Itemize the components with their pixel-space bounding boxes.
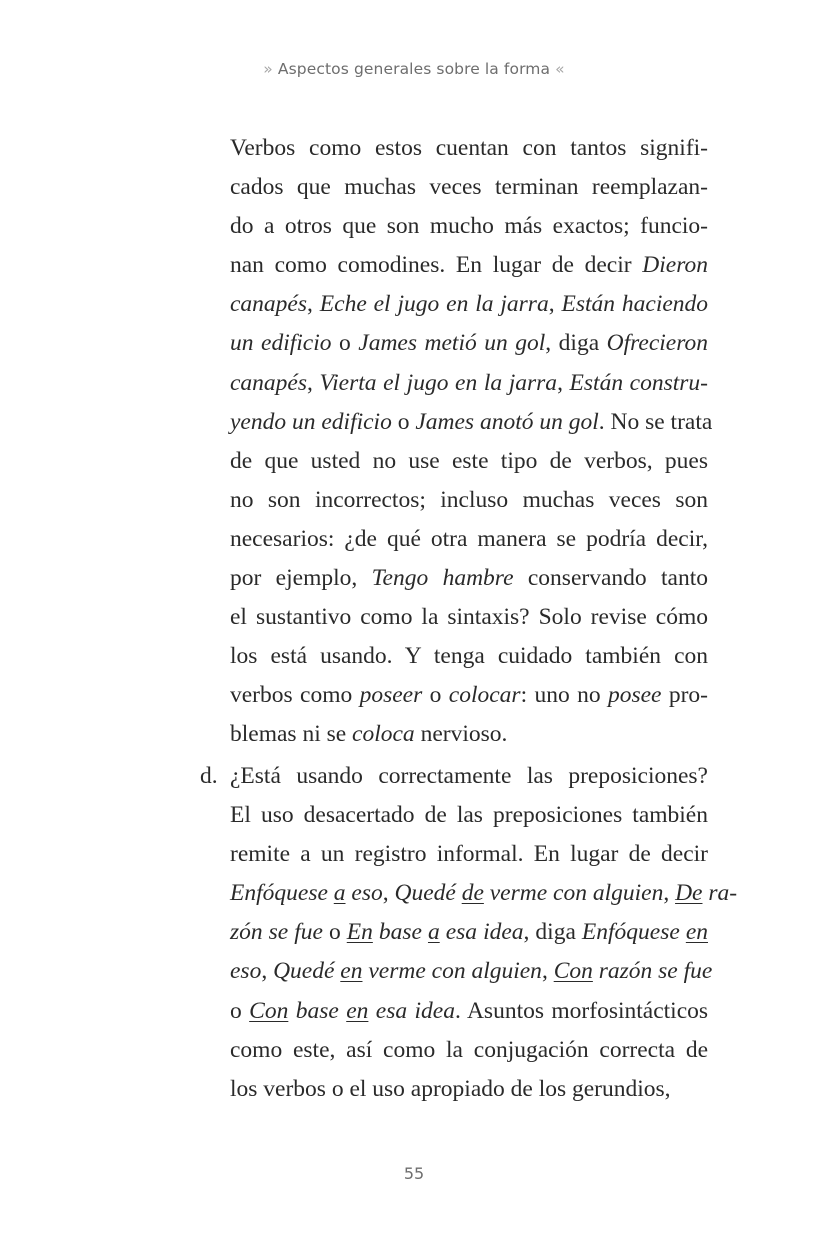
italic-text: Dieron <box>642 252 708 279</box>
text-run: , <box>261 958 274 985</box>
text-run: no son incorrectos; incluso muchas veces son <box>230 486 708 513</box>
text-run: do a otros que son mucho más exactos; funcio- <box>230 213 708 240</box>
text-run: de que usted no use este tipo de verbos, pues <box>230 447 708 474</box>
italic-text: razón se fue <box>592 958 713 985</box>
text-run: o <box>322 919 347 946</box>
italic-text: Vierta el jugo en la jarra <box>319 369 558 396</box>
italic-text: Enfóquese <box>581 919 686 946</box>
text-line <box>230 520 708 559</box>
italic-text <box>249 998 288 1024</box>
text-run: nervioso. <box>414 721 508 748</box>
italic-text: colocar <box>448 682 521 709</box>
italic-text <box>462 880 484 906</box>
text-run: el sustantivo como la sintaxis? Solo revise cómo <box>230 604 708 631</box>
text-line <box>230 129 708 168</box>
header-right-mark: « <box>555 60 565 78</box>
text-run: El uso desacertado de las preposiciones también <box>230 802 708 829</box>
italic-text: Tengo hambre <box>371 565 514 592</box>
text-run: o <box>391 408 416 435</box>
italic-text: base <box>372 919 428 946</box>
header-title: Aspectos generales sobre la forma <box>277 60 551 78</box>
text-line <box>230 559 708 598</box>
underlined-preposition: de <box>461 880 484 907</box>
italic-text: Están haciendo <box>561 291 709 318</box>
list-marker-d: d. <box>200 763 218 789</box>
text-run: o <box>331 330 359 357</box>
italic-text: posee <box>607 682 662 709</box>
text-run: , diga <box>523 919 582 946</box>
text-line <box>230 481 708 520</box>
text-run: remite a un registro informal. En lugar de decir <box>230 841 708 868</box>
paragraph-verbs <box>230 129 713 755</box>
italic-text: canapés <box>230 291 308 318</box>
text-line <box>230 952 713 991</box>
text-run: por ejemplo, <box>230 565 372 592</box>
text-line <box>230 1031 708 1070</box>
italic-text: canapés <box>230 369 308 396</box>
italic-text: ra- <box>702 880 738 907</box>
text-line <box>230 992 708 1031</box>
text-line <box>230 285 708 324</box>
text-run: : uno no <box>520 682 608 709</box>
italic-text: Ofrecieron <box>606 330 709 357</box>
italic-text: poseer <box>359 682 423 709</box>
italic-text <box>554 958 593 984</box>
italic-text: James metió un gol <box>358 330 546 357</box>
italic-text <box>340 958 362 984</box>
text-line <box>230 324 708 363</box>
running-header <box>0 60 828 78</box>
italic-text <box>428 919 440 945</box>
text-line <box>230 246 708 285</box>
underlined-preposition: En <box>346 919 373 946</box>
italic-text <box>686 919 708 945</box>
underlined-preposition: De <box>675 880 703 907</box>
text-line <box>230 913 708 952</box>
text-line <box>230 637 708 676</box>
text-line <box>230 676 708 715</box>
italic-text <box>347 919 373 945</box>
text-run: los verbos o el uso apropiado de los gerundios, <box>230 1075 671 1102</box>
italic-text: base <box>288 997 347 1024</box>
text-line <box>230 207 708 246</box>
text-line <box>230 835 708 874</box>
italic-text: verme con alguien <box>362 958 542 985</box>
underlined-preposition: a <box>427 919 440 946</box>
italic-text: esa idea <box>368 997 455 1024</box>
italic-text <box>346 998 368 1024</box>
paragraph-prepositions <box>230 757 738 1109</box>
text-run: Verbos como estos cuentan con tantos signifi- <box>230 135 708 161</box>
text-run: o <box>230 997 250 1024</box>
text-run: cados que muchas veces terminan reemplazan- <box>230 174 708 201</box>
page-number: 55 <box>403 1164 425 1183</box>
italic-text: Quedé <box>273 958 341 985</box>
italic-text: verme con alguien <box>483 880 664 907</box>
text-run: , <box>663 880 676 907</box>
text-run: blemas ni se <box>230 721 353 748</box>
underlined-preposition: a <box>333 880 346 907</box>
text-run: . No se trata <box>598 408 713 435</box>
underlined-preposition: Con <box>553 958 593 985</box>
text-run: , diga <box>545 330 607 357</box>
italic-text: eso <box>345 880 383 907</box>
text-run: verbos como <box>230 682 360 709</box>
text-line <box>230 715 708 754</box>
italic-text <box>675 880 702 906</box>
text-run: , <box>307 291 320 318</box>
text-run: nan como comodines. En lugar de decir <box>230 252 643 279</box>
text-line <box>230 796 708 835</box>
text-run: . Asuntos morfosintácticos <box>454 997 709 1024</box>
underlined-preposition: Con <box>249 997 289 1024</box>
underlined-preposition: en <box>346 997 369 1024</box>
text-run: como este, así como la conjugación correcta de <box>230 1036 708 1063</box>
text-line <box>230 598 708 637</box>
text-line <box>230 168 708 207</box>
italic-text: Enfóquese <box>230 880 334 907</box>
italic-text: Eche el jugo en la jarra <box>319 291 549 318</box>
italic-text: Están constru- <box>569 369 709 396</box>
text-run: necesarios: ¿de qué otra manera se podría decir, <box>230 525 708 552</box>
text-run: los está usando. Y tenga cuidado también con <box>230 643 708 670</box>
text-run: , <box>557 369 570 396</box>
text-run: o <box>422 682 449 709</box>
italic-text <box>334 880 346 906</box>
italic-text: Quedé <box>394 880 462 907</box>
text-run: pro- <box>661 682 709 709</box>
italic-text: coloca <box>352 721 415 748</box>
text-line <box>230 757 708 796</box>
text-line <box>230 442 708 481</box>
text-run: , <box>382 880 395 907</box>
underlined-preposition: en <box>340 958 363 985</box>
italic-text: esa idea <box>439 919 524 946</box>
text-line <box>230 874 738 913</box>
italic-text: zón se fue <box>230 919 323 946</box>
text-run: , <box>541 958 554 985</box>
underlined-preposition: en <box>685 919 709 946</box>
italic-text: yendo un edificio <box>230 408 392 435</box>
text-run: conservando tanto <box>513 565 708 592</box>
italic-text: James anotó un gol <box>415 408 599 435</box>
text-run: ¿Está usando correctamente las preposiciones? <box>230 763 708 789</box>
text-line <box>230 403 713 442</box>
italic-text: eso <box>230 958 262 985</box>
text-run: , <box>307 369 320 396</box>
text-line <box>230 364 708 403</box>
text-line <box>230 1070 708 1109</box>
text-run: , <box>548 291 562 318</box>
italic-text: un edificio <box>230 330 332 357</box>
header-left-mark: » <box>263 60 273 78</box>
